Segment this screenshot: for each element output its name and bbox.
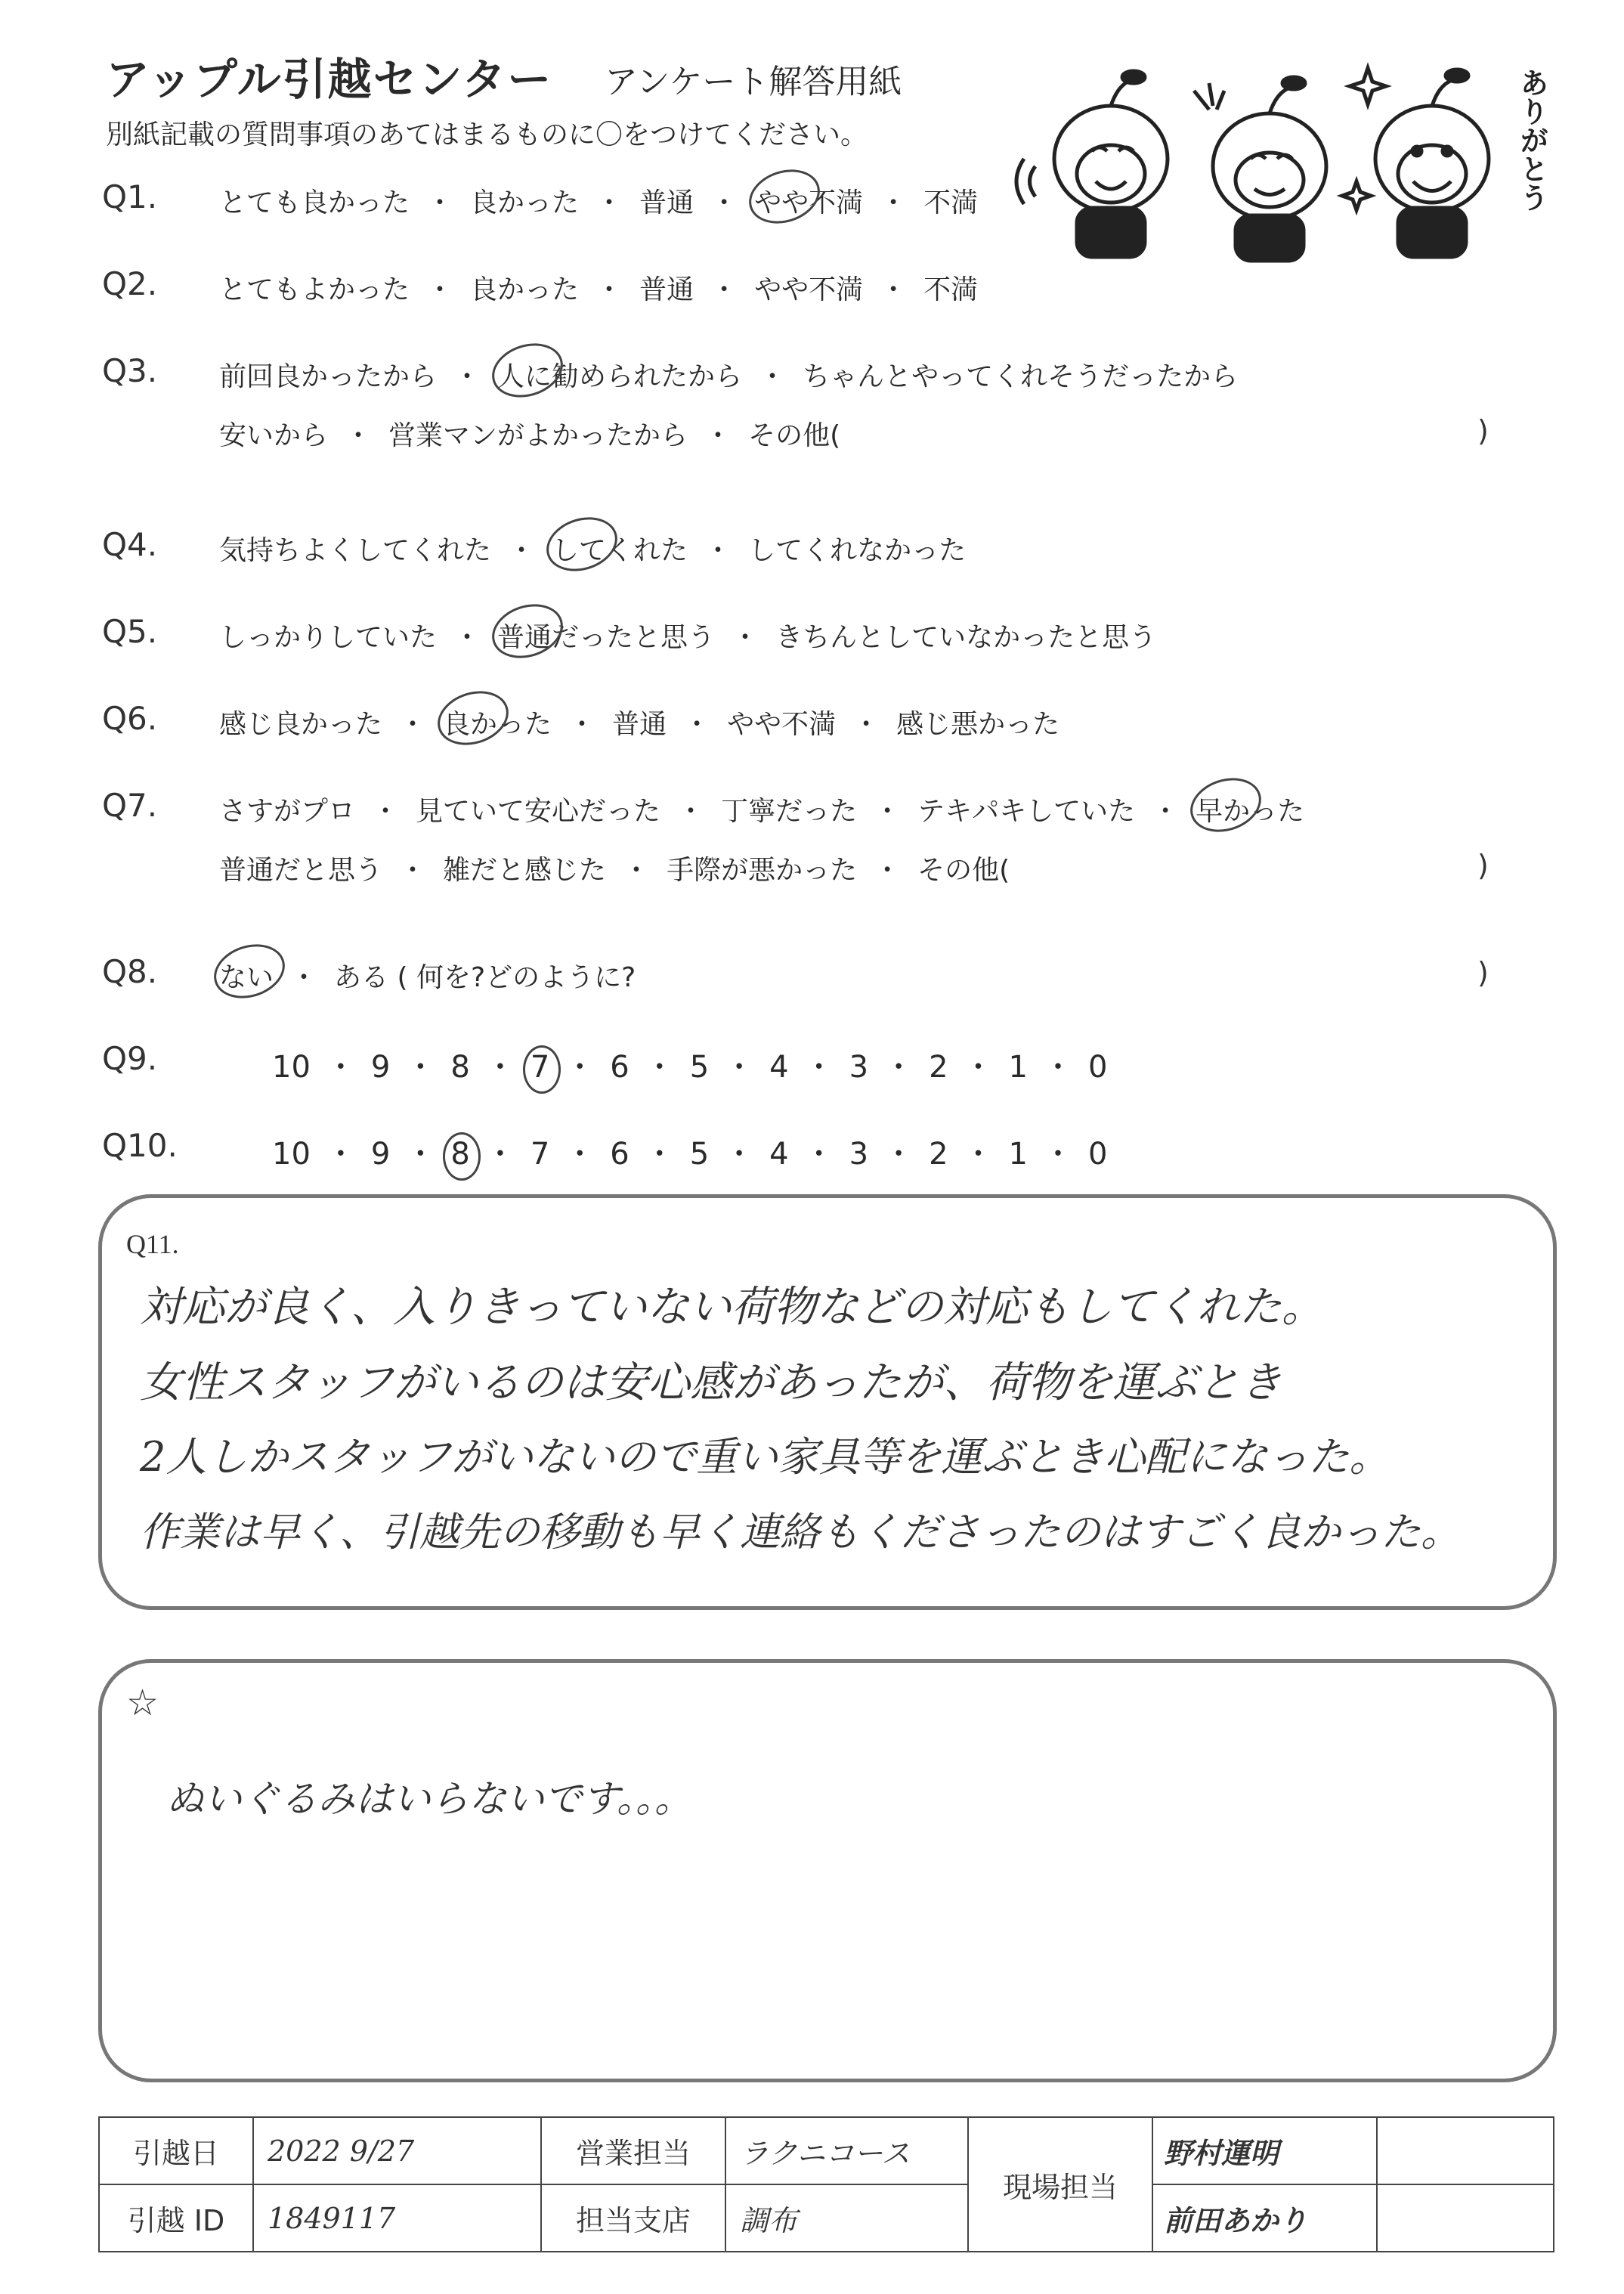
question-label-2: Q2.	[102, 265, 158, 302]
answer-option[interactable]: 10	[272, 1137, 311, 1172]
answer-option[interactable]: 良かった	[470, 274, 580, 305]
question-7-options-line-2	[219, 849, 1010, 887]
question-label-9: Q9.	[102, 1040, 158, 1077]
answer-option[interactable]: 安いから	[219, 420, 329, 451]
separator-dot: ・	[644, 1050, 675, 1085]
separator-dot: ・	[290, 962, 318, 993]
answer-option[interactable]: 6	[610, 1137, 629, 1172]
star-handwriting: ぬいぐるみはいらないです。。。	[166, 1777, 692, 1821]
separator-dot: ・	[595, 187, 623, 218]
question-1-options-line-1	[219, 181, 978, 220]
moving-date-value: 2022 9/27	[253, 2117, 541, 2184]
moving-id-value: 1849117	[253, 2184, 541, 2252]
answer-option[interactable]: 0	[1087, 1050, 1108, 1085]
question-label-1: Q1.	[102, 178, 158, 215]
separator-dot: ・	[426, 187, 454, 218]
thanks-text: ありがとう	[1515, 68, 1548, 212]
answer-option[interactable]: しっかりしていた	[219, 622, 438, 653]
star-comment-box	[98, 1659, 1557, 2082]
separator-dot: ・	[399, 709, 427, 740]
question-2-options-line-1	[219, 268, 978, 307]
empty-cell-2	[1377, 2184, 1554, 2252]
monkey-mascots-illustration	[1013, 45, 1557, 265]
answer-option[interactable]: 1	[1008, 1137, 1028, 1172]
separator-dot: ・	[372, 796, 400, 827]
site-label: 現場担当	[968, 2117, 1152, 2252]
separator-dot: ・	[704, 535, 732, 566]
selected-answer-circle	[540, 509, 624, 580]
separator-dot: ・	[399, 855, 427, 886]
separator-dot: ・	[405, 1137, 436, 1172]
answer-option[interactable]: その他(	[748, 420, 841, 451]
site-staff-2: 前田あかり	[1152, 2184, 1377, 2252]
form-subtitle: アンケート解答用紙	[605, 63, 902, 101]
separator-dot: ・	[325, 1050, 356, 1085]
star-label: ☆	[126, 1683, 159, 1723]
question-8-options-line-1	[219, 956, 636, 995]
answer-option[interactable]: 良かった	[470, 187, 580, 218]
branch-label: 担当支店	[541, 2184, 725, 2252]
answer-option[interactable]: 営業マンがよかったから	[388, 420, 688, 451]
answer-option[interactable]: 不満	[923, 187, 979, 218]
answer-option[interactable]: テキパキしていた	[917, 796, 1136, 827]
separator-dot: ・	[710, 187, 738, 218]
selected-answer-circle	[523, 1045, 561, 1094]
monkey-2-icon	[1194, 77, 1326, 261]
separator-dot: ・	[677, 796, 705, 827]
question-label-10: Q10.	[102, 1127, 178, 1164]
answer-option[interactable]: 10	[272, 1050, 311, 1085]
answer-option[interactable]: 2	[929, 1137, 948, 1172]
answer-option[interactable]: きちんとしていなかったと思う	[775, 622, 1157, 653]
separator-dot: ・	[405, 1050, 436, 1085]
answer-option[interactable]: 良かった	[443, 703, 552, 741]
answer-option[interactable]: やや不満	[727, 709, 837, 740]
separator-dot: ・	[803, 1137, 834, 1172]
answer-option[interactable]: 0	[1087, 1137, 1108, 1172]
separator-dot: ・	[874, 796, 902, 827]
selected-answer-circle	[485, 335, 570, 406]
separator-dot: ・	[623, 855, 651, 886]
answer-option[interactable]: 2	[929, 1050, 948, 1085]
question-6-options-line-1	[219, 703, 1059, 741]
answer-option[interactable]: 3	[849, 1137, 869, 1172]
footer-info-table	[98, 2116, 1554, 2252]
separator-dot: ・	[852, 709, 880, 740]
monkey-1-icon	[1016, 71, 1168, 257]
question-9-options-line-1	[272, 1043, 1107, 1086]
answer-option[interactable]: 普通だと思う	[219, 855, 383, 886]
answer-option[interactable]: 6	[610, 1050, 629, 1085]
question-7-options-line-1	[219, 790, 1304, 828]
answer-option[interactable]: してくれた	[552, 529, 688, 568]
answer-option[interactable]: さすがプロ	[219, 796, 356, 827]
answer-option[interactable]: 手際が悪かった	[667, 855, 858, 886]
separator-dot: ・	[484, 1050, 515, 1085]
site-staff-1: 野村運明	[1152, 2117, 1377, 2184]
separator-dot: ・	[704, 420, 732, 451]
q8-close-paren: )	[1477, 956, 1489, 989]
selected-answer-circle	[431, 683, 515, 754]
moving-date-label: 引越日	[99, 2117, 253, 2184]
q11-line-4: 作業は早く、引越先の移動も早く連絡もくださったのはすごく良かった。	[140, 1509, 1461, 1556]
answer-option[interactable]: 普通	[612, 709, 667, 740]
separator-dot: ・	[325, 1137, 356, 1172]
separator-dot: ・	[565, 1050, 595, 1085]
question-label-8: Q8.	[102, 953, 158, 990]
separator-dot: ・	[874, 855, 902, 886]
separator-dot: ・	[595, 274, 623, 305]
question-label-7: Q7.	[102, 787, 158, 824]
question-label-5: Q5.	[102, 613, 158, 650]
answer-option[interactable]: やや不満	[754, 274, 864, 305]
separator-dot: ・	[732, 622, 759, 653]
question-label-6: Q6.	[102, 700, 158, 737]
answer-option[interactable]: やや不満	[754, 181, 863, 220]
answer-option[interactable]: 感じ悪かった	[896, 709, 1060, 740]
separator-dot: ・	[453, 361, 481, 392]
answer-option[interactable]: 感じ良かった	[219, 709, 383, 740]
answer-option[interactable]: ちゃんとやってくれそうだったから	[803, 361, 1239, 392]
monkey-3-icon	[1342, 68, 1489, 257]
answer-option[interactable]: ない	[219, 956, 274, 995]
question-3-options-line-1	[219, 355, 1238, 394]
answer-option[interactable]: 5	[689, 1137, 710, 1172]
separator-dot: ・	[880, 187, 908, 218]
question-4-options-line-1	[219, 529, 966, 568]
separator-dot: ・	[453, 622, 481, 653]
answer-option[interactable]: 前回良かったから	[219, 361, 438, 392]
q11-label: Q11.	[126, 1229, 179, 1259]
separator-dot: ・	[683, 709, 711, 740]
answer-option[interactable]: 3	[849, 1050, 869, 1085]
answer-option[interactable]: 4	[769, 1137, 789, 1172]
question-5-options-line-1	[219, 616, 1156, 655]
separator-dot: ・	[710, 274, 738, 305]
question-label-3: Q3.	[102, 352, 158, 389]
company-title: アップル引越センター	[106, 54, 553, 105]
separator-dot: ・	[963, 1050, 994, 1085]
separator-dot: ・	[803, 1050, 834, 1085]
q7-close-paren: )	[1477, 849, 1489, 882]
answer-option[interactable]: 8	[450, 1137, 469, 1172]
separator-dot: ・	[724, 1137, 755, 1172]
answer-option[interactable]: 9	[370, 1137, 391, 1172]
q11-line-2: 女性スタッフがいるのは安心感があったが、荷物を運ぶとき	[140, 1358, 1282, 1407]
q11-comment-box	[98, 1194, 1557, 1610]
separator-dot: ・	[880, 274, 908, 305]
question-10-options-line-1	[272, 1130, 1107, 1173]
answer-option[interactable]: ある ( 何を?どのように?	[334, 962, 636, 993]
selected-answer-circle	[742, 161, 827, 232]
answer-option[interactable]: とても良かった	[219, 187, 410, 218]
answer-option[interactable]: 早かった	[1196, 790, 1304, 828]
selected-answer-circle	[485, 596, 570, 667]
answer-option[interactable]: 普通	[639, 274, 694, 305]
separator-dot: ・	[568, 709, 596, 740]
answer-option[interactable]: 普通	[639, 187, 694, 218]
sales-label: 営業担当	[541, 2117, 725, 2184]
answer-option[interactable]: 9	[370, 1050, 391, 1085]
answer-option[interactable]: とてもよかった	[219, 274, 410, 305]
question-label-4: Q4.	[102, 526, 158, 563]
answer-option[interactable]: 人に勧められたから	[497, 355, 742, 394]
separator-dot: ・	[508, 535, 536, 566]
question-3-options-line-2	[219, 414, 840, 453]
separator-dot: ・	[1152, 796, 1180, 827]
separator-dot: ・	[724, 1050, 755, 1085]
answer-option[interactable]: 7	[530, 1137, 550, 1172]
branch-value: 調布	[725, 2184, 968, 2252]
selected-answer-circle	[207, 936, 292, 1007]
answer-option[interactable]: 不満	[923, 274, 979, 305]
separator-dot: ・	[1042, 1137, 1073, 1172]
answer-option[interactable]: その他(	[917, 855, 1010, 886]
sales-value: ラクニコース	[725, 2117, 968, 2184]
answer-option[interactable]: 7	[531, 1050, 549, 1085]
answer-option[interactable]: 見ていて安心だった	[416, 796, 661, 827]
separator-dot: ・	[565, 1137, 595, 1172]
answer-option[interactable]: してくれなかった	[748, 535, 967, 566]
selected-answer-circle	[1183, 769, 1268, 841]
moving-id-label: 引越 ID	[99, 2184, 253, 2252]
instruction-text: 別紙記載の質問事項のあてはまるものに〇をつけてください。	[106, 119, 868, 150]
separator-dot: ・	[345, 420, 373, 451]
separator-dot: ・	[1042, 1050, 1073, 1085]
q3-close-paren: )	[1477, 414, 1489, 447]
q11-line-1: 対応が良く、入りきっていない荷物などの対応もしてくれた。	[140, 1283, 1324, 1332]
answer-option[interactable]: 4	[769, 1050, 789, 1085]
answer-option[interactable]: 5	[689, 1050, 710, 1085]
separator-dot: ・	[426, 274, 454, 305]
selected-answer-circle	[443, 1132, 481, 1181]
empty-cell-1	[1377, 2117, 1554, 2184]
separator-dot: ・	[644, 1137, 675, 1172]
separator-dot: ・	[883, 1050, 914, 1085]
answer-option[interactable]: 普通だったと思う	[497, 616, 715, 655]
answer-option[interactable]: 気持ちよくしてくれた	[219, 535, 492, 566]
answer-option[interactable]: 1	[1008, 1050, 1028, 1085]
answer-option[interactable]: 8	[450, 1050, 470, 1085]
separator-dot: ・	[759, 361, 787, 392]
answer-option[interactable]: 雑だと感じた	[443, 855, 607, 886]
separator-dot: ・	[963, 1137, 994, 1172]
answer-option[interactable]: 丁寧だった	[721, 796, 858, 827]
separator-dot: ・	[883, 1137, 914, 1172]
separator-dot: ・	[484, 1137, 515, 1172]
q11-line-3: 2人しかスタッフがいないので重い家具等を運ぶとき心配になった。	[140, 1433, 1390, 1481]
